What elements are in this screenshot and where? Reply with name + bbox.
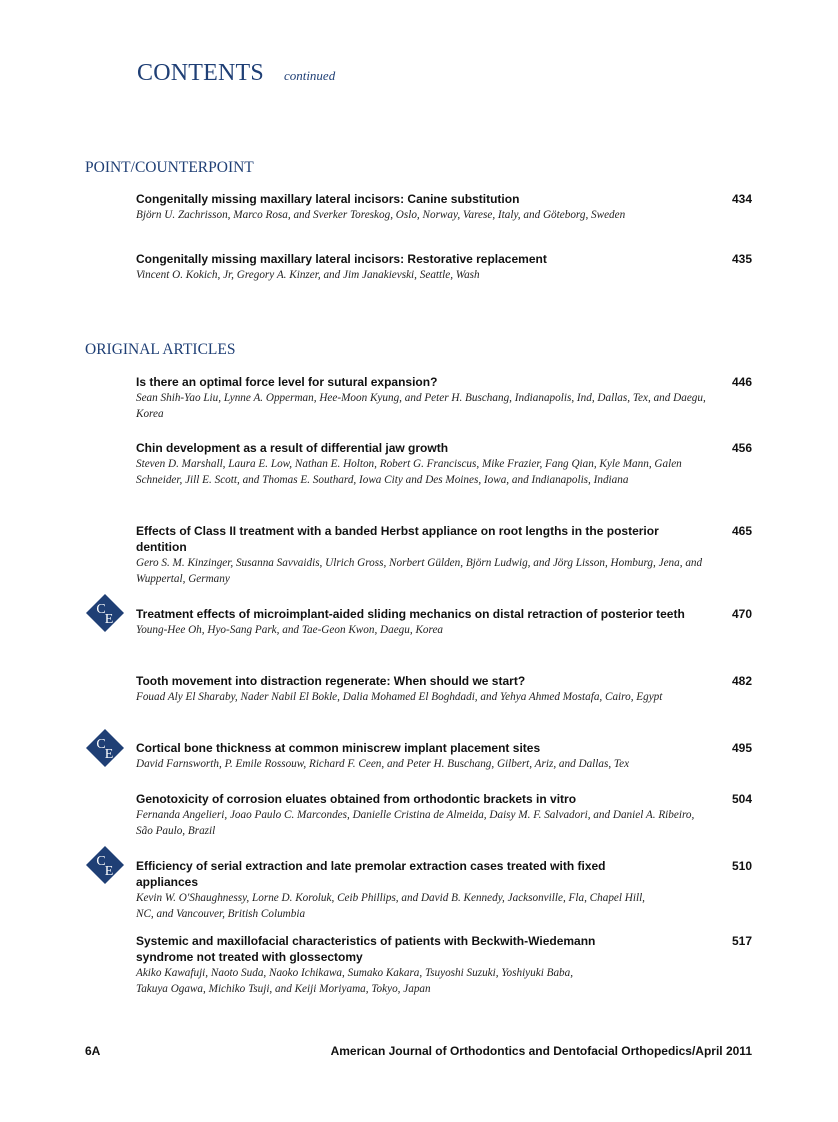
article-authors: Björn U. Zachrisson, Marco Rosa, and Sverker Toreskog, Oslo, Norway, Varese, Italy, and Göteborg, Sweden bbox=[136, 209, 626, 221]
ce-badge-letter-e: E bbox=[104, 747, 114, 762]
ce-badge-letter-e: E bbox=[104, 612, 114, 627]
article-authors: David Farnsworth, P. Emile Rossouw, Richard F. Ceen, and Peter H. Buschang, Gilbert, Ariz, and Dallas, Tex bbox=[136, 758, 630, 770]
page-header bbox=[137, 60, 335, 87]
toc-entry[interactable] bbox=[136, 523, 752, 587]
article-title[interactable]: Genotoxicity of corrosion eluates obtained from orthodontic brackets in vitro bbox=[136, 792, 577, 806]
article-authors: Fernanda Angelieri, Joao Paulo C. Marcondes, Danielle Cristina de Almeida, Daisy M. F. Salvadori, and Daniel A. Ribeiro, São Paulo, Brazil bbox=[136, 809, 695, 837]
toc-entry[interactable] bbox=[136, 374, 752, 422]
article-authors: Sean Shih-Yao Liu, Lynne A. Opperman, Hee-Moon Kyung, and Peter H. Buschang, Indianapolis, Ind, Dallas, Tex, and Daegu, Korea bbox=[136, 392, 706, 420]
footer-journal-name: American Journal of Orthodontics and Dentofacial Orthopedics/April 2011 bbox=[330, 1044, 752, 1058]
ce-badge-letter-c: C bbox=[96, 602, 106, 617]
toc-entry[interactable] bbox=[136, 191, 752, 223]
article-authors: Fouad Aly El Sharaby, Nader Nabil El Bokle, Dalia Mohamed El Boghdadi, and Yehya Ahmed Mostafa, Cairo, Egypt bbox=[136, 691, 663, 703]
toc-entry[interactable] bbox=[136, 740, 752, 772]
article-authors: Kevin W. O'Shaughnessy, Lorne D. Koroluk, Ceib Phillips, and David B. Kennedy, Jacksonville, Fla, Chapel Hill, NC, and Vancouver, British Columbia bbox=[136, 892, 645, 920]
ce-badge-letter-c: C bbox=[96, 737, 106, 752]
continuing-education-icon bbox=[86, 594, 124, 632]
article-page-number[interactable]: 482 bbox=[731, 674, 752, 688]
article-page-number[interactable]: 470 bbox=[731, 607, 752, 621]
article-page-number[interactable]: 510 bbox=[731, 859, 752, 873]
toc-entry[interactable] bbox=[136, 440, 752, 488]
article-title[interactable]: Congenitally missing maxillary lateral incisors: Restorative replacement bbox=[136, 252, 547, 266]
article-authors: Akiko Kawafuji, Naoto Suda, Naoko Ichikawa, Sumako Kakara, Tsuyoshi Suzuki, Yoshiyuki Baba, Takuya Ogawa, Michiko Tsuji, and Keiji Moriyama, Tokyo, Japan bbox=[136, 967, 574, 995]
article-title[interactable]: Treatment effects of microimplant-aided sliding mechanics on distal retraction of posterior teeth bbox=[136, 607, 685, 621]
article-authors: Young-Hee Oh, Hyo-Sang Park, and Tae-Geon Kwon, Daegu, Korea bbox=[136, 624, 444, 636]
article-title[interactable]: Systemic and maxillofacial characteristics of patients with Beckwith-Wiedemann syndrome not treated with glossectomy bbox=[136, 934, 596, 964]
toc-entry[interactable] bbox=[136, 673, 752, 705]
article-title[interactable]: Chin development as a result of differential jaw growth bbox=[136, 441, 449, 455]
article-page-number[interactable]: 456 bbox=[731, 441, 752, 455]
page-subtitle: continued bbox=[283, 68, 336, 83]
article-page-number[interactable]: 435 bbox=[731, 252, 752, 266]
ce-badge-letter-c: C bbox=[96, 854, 106, 869]
article-page-number[interactable]: 504 bbox=[731, 792, 752, 806]
article-title[interactable]: Effects of Class II treatment with a banded Herbst appliance on root lengths in the posterior dentition bbox=[136, 524, 659, 554]
article-authors: Gero S. M. Kinzinger, Susanna Savvaidis, Ulrich Gross, Norbert Gülden, Björn Ludwig, and Jörg Lisson, Homburg, Jena, and Wuppertal, Germany bbox=[136, 557, 703, 585]
toc-entry[interactable] bbox=[136, 606, 752, 638]
continuing-education-icon bbox=[86, 729, 124, 767]
footer-page-label: 6A bbox=[85, 1044, 101, 1058]
toc-entry[interactable] bbox=[136, 251, 752, 283]
article-page-number[interactable]: 446 bbox=[731, 375, 752, 389]
article-title[interactable]: Efficiency of serial extraction and late premolar extraction cases treated with fixed appliances bbox=[136, 859, 606, 889]
continuing-education-icon bbox=[86, 846, 124, 884]
article-authors: Vincent O. Kokich, Jr, Gregory A. Kinzer, and Jim Janakievski, Seattle, Wash bbox=[136, 269, 480, 281]
toc-entry[interactable] bbox=[136, 858, 752, 922]
article-page-number[interactable]: 434 bbox=[731, 192, 752, 206]
section-title-point-counterpoint: POINT/COUNTERPOINT bbox=[85, 159, 254, 176]
article-title[interactable]: Is there an optimal force level for sutural expansion? bbox=[136, 375, 438, 389]
article-page-number[interactable]: 465 bbox=[731, 524, 752, 538]
article-page-number[interactable]: 517 bbox=[731, 934, 752, 948]
ce-badge-letter-e: E bbox=[104, 864, 114, 879]
toc-entry[interactable] bbox=[136, 791, 752, 839]
article-authors: Steven D. Marshall, Laura E. Low, Nathan E. Holton, Robert G. Franciscus, Mike Frazier, Fang Qian, Kyle Mann, Galen Schneider, Jill E. Scott, and Thomas E. Southard, Iowa City and Des Moines, Iowa, and Indianapolis, Indiana bbox=[136, 458, 682, 486]
article-title[interactable]: Congenitally missing maxillary lateral incisors: Canine substitution bbox=[136, 192, 520, 206]
article-title[interactable]: Tooth movement into distraction regenerate: When should we start? bbox=[136, 674, 526, 688]
article-page-number[interactable]: 495 bbox=[731, 741, 752, 755]
article-title[interactable]: Cortical bone thickness at common miniscrew implant placement sites bbox=[136, 741, 541, 755]
page-title: CONTENTS bbox=[137, 60, 264, 86]
section-title-original-articles: ORIGINAL ARTICLES bbox=[85, 341, 236, 358]
toc-entry[interactable] bbox=[136, 933, 752, 997]
